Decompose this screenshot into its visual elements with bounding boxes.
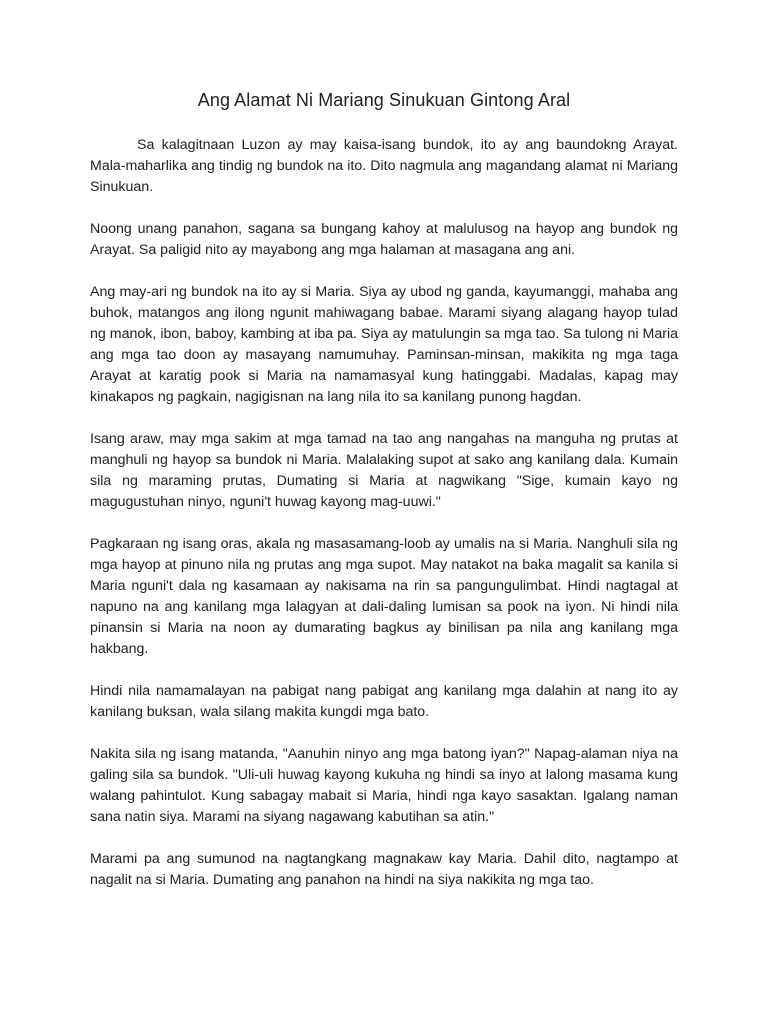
paragraph: Pagkaraan ng isang oras, akala ng masasamang-loob ay umalis na si Maria. Nanghuli sila ng mga hayop at pinuno nila ng prutas ang mga supot. May natakot na baka magalit sa kanila si Maria nguni't dala ng kasamaan ay nakisama na rin sa pangungulimbat. Hindi nagtagal at napuno na ang kanilang mga lalagyan at dali-daling lumisan sa pook na iyon. Ni hindi nila pinansin si Maria na noon ay dumarating bagkus ay binilisan pa nila ang kanilang mga hakbang. [90, 536, 678, 657]
paragraph: Ang may-ari ng bundok na ito ay si Maria. Siya ay ubod ng ganda, kayumanggi, mahaba ang buhok, matangos ang ilong ngunit mahiwagang babae. Marami siyang alagang hayop tulad ng manok, ibon, baboy, kambing at iba pa. Siya ay matulungin sa mga tao. Sa tulong ni Maria ang mga tao doon ay masayang namumuhay. Paminsan-minsan, makikita ng mga taga Arayat at karatig pook si Maria na namamasyal kung hatinggabi. Madalas, kapag may kinakapos ng pagkain, nagigisnan na lang nila ito sa kanilang punong hagdan. [90, 284, 678, 405]
paragraph: Hindi nila namamalayan na pabigat nang pabigat ang kanilang mga dalahin at nang ito ay kanilang buksan, wala silang makita kungdi mga bato. [90, 683, 678, 720]
paragraph: Isang araw, may mga sakim at mga tamad na tao ang nangahas na manguha ng prutas at manghuli ng hayop sa bundok ni Maria. Malalaking supot at sako ang kanilang dala. Kumain sila ng maraming prutas, Dumating si Maria at nagwikang "Sige, kumain kayo ng magugustuhan ninyo, nguni't huwag kayong mag-uuwi." [90, 431, 678, 510]
paragraph: Nakita sila ng isang matanda, "Aanuhin ninyo ang mga batong iyan?" Napag-alaman niya na galing sila sa bundok. "Uli-uli huwag kayong kukuha ng hindi sa inyo at lalong masama kung walang pahintulot. Kung sabagay mabait si Maria, hindi nga kayo sasaktan. Igalang naman sana natin siya. Marami na siyang nagawang kabutihan sa atin." [90, 746, 678, 825]
paragraph: Sa kalagitnaan Luzon ay may kaisa-isang bundok, ito ay ang baundokng Arayat. Mala-maharlika ang tindig ng bundok na ito. Dito nagmula ang magandang alamat ni Mariang Sinukuan. [90, 137, 678, 195]
paragraph: Noong unang panahon, sagana sa bungang kahoy at malulusog na hayop ang bundok ng Arayat. Sa paligid nito ay mayabong ang mga halaman at masagana ang ani. [90, 221, 678, 258]
document-body [90, 135, 678, 912]
paragraph: Marami pa ang sumunod na nagtangkang magnakaw kay Maria. Dahil dito, nagtampo at nagalit na si Maria. Dumating ang panahon na hindi na siya nakikita ng mga tao. [90, 851, 678, 888]
document-title: Ang Alamat Ni Mariang Sinukuan Gintong Aral [197, 90, 571, 110]
